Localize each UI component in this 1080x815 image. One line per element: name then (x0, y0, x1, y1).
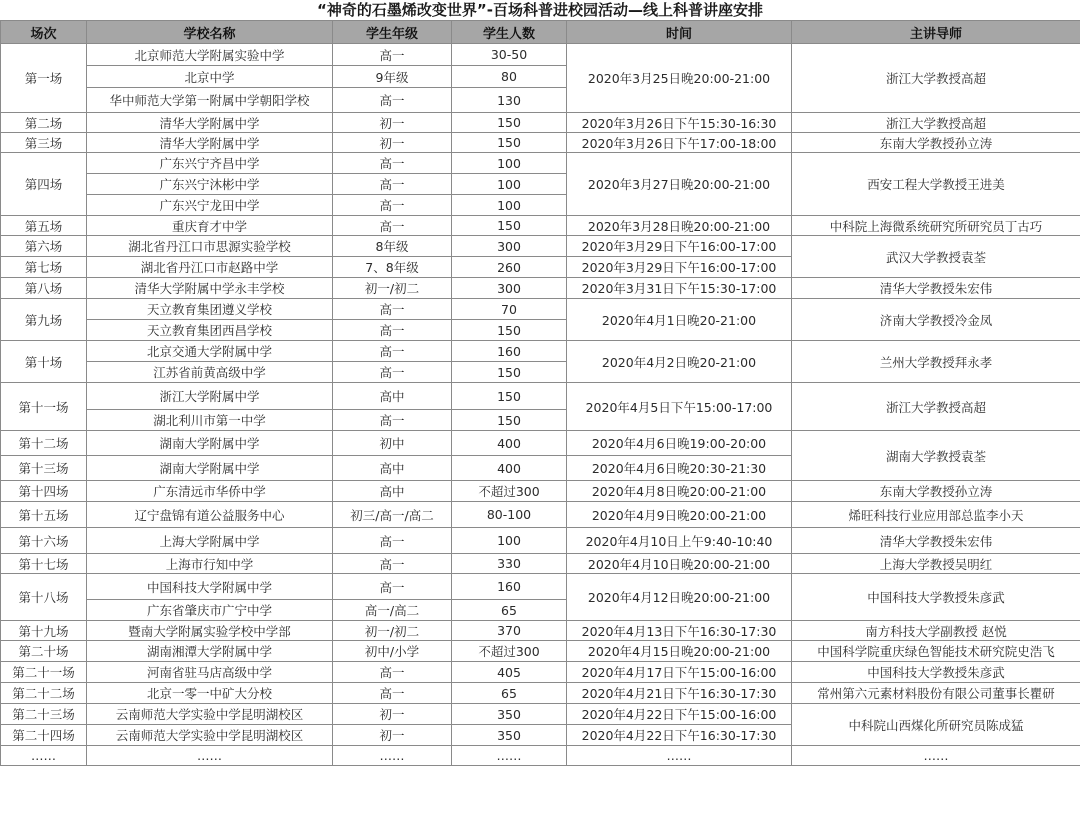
table-row (1, 502, 1080, 528)
count-cell: 100 (452, 153, 567, 174)
school-cell: 湖北省丹江口市思源实验学校 (87, 236, 333, 257)
school-cell: 湖北利川市第一中学 (87, 410, 333, 431)
session-cell: 第十场 (1, 341, 87, 383)
count-cell: 300 (452, 236, 567, 257)
grade-cell: 高中 (333, 456, 452, 481)
lecturer-cell: 中科院山西煤化所研究员陈成猛 (792, 704, 1080, 746)
grade-cell: 高一 (333, 662, 452, 683)
session-cell: 第七场 (1, 257, 87, 278)
lecturer-cell: 中国科学院重庆绿色智能技术研究院史浩飞 (792, 641, 1080, 662)
lecturer-cell: 兰州大学教授拜永孝 (792, 341, 1080, 383)
school-cell: 广东省肇庆市广宁中学 (87, 600, 333, 621)
lecturer-cell: 东南大学教授孙立涛 (792, 133, 1080, 153)
count-cell: 不超过300 (452, 641, 567, 662)
grade-cell: 初一/初二 (333, 278, 452, 299)
grade-cell: 高一 (333, 174, 452, 195)
time-cell: 2020年4月5日下午15:00-17:00 (567, 383, 792, 431)
table-row (1, 704, 1080, 725)
grade-cell: 高中 (333, 383, 452, 410)
table-row (1, 236, 1080, 257)
count-cell: 350 (452, 704, 567, 725)
header-time: 时间 (567, 21, 792, 44)
time-cell: 2020年3月28日晚20:00-21:00 (567, 216, 792, 236)
table-row (1, 383, 1080, 410)
time-cell: 2020年4月1日晚20-21:00 (567, 299, 792, 341)
session-cell: 第十二场 (1, 431, 87, 456)
count-cell: 160 (452, 574, 567, 600)
session-cell: 第二十一场 (1, 662, 87, 683)
school-cell: 云南师范大学实验中学昆明湖校区 (87, 704, 333, 725)
table-row (1, 431, 1080, 456)
school-cell: 北京交通大学附属中学 (87, 341, 333, 362)
count-cell: 70 (452, 299, 567, 320)
time-cell: 2020年4月10日晚20:00-21:00 (567, 554, 792, 574)
lecturer-cell: 上海大学教授吴明红 (792, 554, 1080, 574)
session-cell: 第三场 (1, 133, 87, 153)
ellipsis-cell: …… (87, 746, 333, 766)
session-cell: 第十五场 (1, 502, 87, 528)
grade-cell: 高一 (333, 528, 452, 554)
table-row (1, 662, 1080, 683)
count-cell: 150 (452, 362, 567, 383)
school-cell: 北京中学 (87, 66, 333, 88)
grade-cell: 高一 (333, 683, 452, 704)
time-cell: 2020年4月15日晚20:00-21:00 (567, 641, 792, 662)
table-row (1, 216, 1080, 236)
lecturer-cell: 浙江大学教授高超 (792, 113, 1080, 133)
school-cell: 暨南大学附属实验学校中学部 (87, 621, 333, 641)
grade-cell: 高一 (333, 320, 452, 341)
header-session: 场次 (1, 21, 87, 44)
count-cell: 330 (452, 554, 567, 574)
school-cell: 清华大学附属中学永丰学校 (87, 278, 333, 299)
table-row (1, 299, 1080, 320)
school-cell: 湖南大学附属中学 (87, 456, 333, 481)
grade-cell: 初一 (333, 704, 452, 725)
table-row (1, 481, 1080, 502)
time-cell: 2020年3月31日下午15:30-17:00 (567, 278, 792, 299)
count-cell: 100 (452, 195, 567, 216)
count-cell: 65 (452, 600, 567, 621)
time-cell: 2020年4月22日下午16:30-17:30 (567, 725, 792, 746)
table-row-ellipsis (1, 746, 1080, 766)
table-row (1, 153, 1080, 174)
session-cell: 第九场 (1, 299, 87, 341)
header-lecturer: 主讲导师 (792, 21, 1080, 44)
school-cell: 湖北省丹江口市赵路中学 (87, 257, 333, 278)
table-row (1, 278, 1080, 299)
ellipsis-cell: …… (567, 746, 792, 766)
session-cell: 第十三场 (1, 456, 87, 481)
time-cell: 2020年3月26日下午17:00-18:00 (567, 133, 792, 153)
grade-cell: 高一 (333, 574, 452, 600)
ellipsis-cell: …… (792, 746, 1080, 766)
count-cell: 130 (452, 88, 567, 113)
session-cell: 第十六场 (1, 528, 87, 554)
table-row (1, 641, 1080, 662)
schedule-body (1, 44, 1080, 766)
grade-cell: 8年级 (333, 236, 452, 257)
count-cell: 260 (452, 257, 567, 278)
time-cell: 2020年4月6日晚20:30-21:30 (567, 456, 792, 481)
count-cell: 30-50 (452, 44, 567, 66)
grade-cell: 初三/高一/高二 (333, 502, 452, 528)
lecturer-cell: 东南大学教授孙立涛 (792, 481, 1080, 502)
time-cell: 2020年3月29日下午16:00-17:00 (567, 257, 792, 278)
table-row (1, 574, 1080, 600)
count-cell: 150 (452, 133, 567, 153)
session-cell: 第二十四场 (1, 725, 87, 746)
time-cell: 2020年4月12日晚20:00-21:00 (567, 574, 792, 621)
grade-cell: 高中 (333, 481, 452, 502)
table-row (1, 113, 1080, 133)
count-cell: 150 (452, 320, 567, 341)
lecturer-cell: 南方科技大学副教授 赵悦 (792, 621, 1080, 641)
time-cell: 2020年3月25日晚20:00-21:00 (567, 44, 792, 113)
session-cell: 第二十场 (1, 641, 87, 662)
school-cell: 清华大学附属中学 (87, 113, 333, 133)
lecturer-cell: 清华大学教授朱宏伟 (792, 278, 1080, 299)
lecturer-cell: 济南大学教授冷金凤 (792, 299, 1080, 341)
time-cell: 2020年3月26日下午15:30-16:30 (567, 113, 792, 133)
school-cell: 清华大学附属中学 (87, 133, 333, 153)
school-cell: 广东兴宁齐昌中学 (87, 153, 333, 174)
count-cell: 65 (452, 683, 567, 704)
school-cell: 上海市行知中学 (87, 554, 333, 574)
session-cell: 第十九场 (1, 621, 87, 641)
school-cell: 湖南大学附属中学 (87, 431, 333, 456)
grade-cell: 高一 (333, 341, 452, 362)
table-row (1, 683, 1080, 704)
time-cell: 2020年4月22日下午15:00-16:00 (567, 704, 792, 725)
session-cell: 第十八场 (1, 574, 87, 621)
count-cell: 350 (452, 725, 567, 746)
grade-cell: 初中/小学 (333, 641, 452, 662)
lecturer-cell: 中国科技大学教授朱彦武 (792, 574, 1080, 621)
time-cell: 2020年4月13日下午16:30-17:30 (567, 621, 792, 641)
time-cell: 2020年4月2日晚20-21:00 (567, 341, 792, 383)
lecturer-cell: 清华大学教授朱宏伟 (792, 528, 1080, 554)
time-cell: 2020年4月10日上午9:40-10:40 (567, 528, 792, 554)
table-row (1, 528, 1080, 554)
header-grade: 学生年级 (333, 21, 452, 44)
count-cell: 150 (452, 383, 567, 410)
school-cell: 天立教育集团遵义学校 (87, 299, 333, 320)
session-cell: 第十一场 (1, 383, 87, 431)
table-row (1, 554, 1080, 574)
grade-cell: 高一 (333, 195, 452, 216)
page-title: “神奇的石墨烯改变世界”-百场科普进校园活动—线上科普讲座安排 (317, 1, 763, 19)
lecturer-cell: 常州第六元素材料股份有限公司董事长瞿研 (792, 683, 1080, 704)
header-row (1, 21, 1080, 44)
school-cell: 广东兴宁龙田中学 (87, 195, 333, 216)
grade-cell: 高一 (333, 88, 452, 113)
time-cell: 2020年3月29日下午16:00-17:00 (567, 236, 792, 257)
school-cell: 华中师范大学第一附属中学朝阳学校 (87, 88, 333, 113)
lecturer-cell: 中科院上海微系统研究所研究员丁古巧 (792, 216, 1080, 236)
session-cell: 第二场 (1, 113, 87, 133)
time-cell: 2020年4月8日晚20:00-21:00 (567, 481, 792, 502)
school-cell: 广东兴宁沐彬中学 (87, 174, 333, 195)
school-cell: 北京师范大学附属实验中学 (87, 44, 333, 66)
grade-cell: 高一 (333, 554, 452, 574)
school-cell: 重庆育才中学 (87, 216, 333, 236)
session-cell: 第十四场 (1, 481, 87, 502)
grade-cell: 初中 (333, 431, 452, 456)
grade-cell: 7、8年级 (333, 257, 452, 278)
grade-cell: 初一/初二 (333, 621, 452, 641)
session-cell: 第二十三场 (1, 704, 87, 725)
school-cell: 天立教育集团西昌学校 (87, 320, 333, 341)
count-cell: 100 (452, 528, 567, 554)
table-row (1, 44, 1080, 66)
lecturer-cell: 西安工程大学教授王进美 (792, 153, 1080, 216)
lecturer-cell: 烯旺科技行业应用部总监李小天 (792, 502, 1080, 528)
count-cell: 不超过300 (452, 481, 567, 502)
lecturer-cell: 浙江大学教授高超 (792, 383, 1080, 431)
count-cell: 400 (452, 431, 567, 456)
session-cell: 第一场 (1, 44, 87, 113)
table-row (1, 621, 1080, 641)
grade-cell: 初一 (333, 133, 452, 153)
grade-cell: 高一/高二 (333, 600, 452, 621)
time-cell: 2020年4月6日晚19:00-20:00 (567, 431, 792, 456)
grade-cell: 初一 (333, 725, 452, 746)
count-cell: 80 (452, 66, 567, 88)
grade-cell: 高一 (333, 153, 452, 174)
grade-cell: 高一 (333, 299, 452, 320)
school-cell: 浙江大学附属中学 (87, 383, 333, 410)
school-cell: 云南师范大学实验中学昆明湖校区 (87, 725, 333, 746)
grade-cell: 高一 (333, 362, 452, 383)
session-cell: 第二十二场 (1, 683, 87, 704)
count-cell: 100 (452, 174, 567, 195)
lecturer-cell: 中国科技大学教授朱彦武 (792, 662, 1080, 683)
session-cell: 第四场 (1, 153, 87, 216)
grade-cell: 初一 (333, 113, 452, 133)
session-cell: 第八场 (1, 278, 87, 299)
time-cell: 2020年4月21日下午16:30-17:30 (567, 683, 792, 704)
count-cell: 150 (452, 113, 567, 133)
count-cell: 370 (452, 621, 567, 641)
header-count: 学生人数 (452, 21, 567, 44)
table-row (1, 341, 1080, 362)
table-row (1, 133, 1080, 153)
grade-cell: 高一 (333, 44, 452, 66)
time-cell: 2020年4月17日下午15:00-16:00 (567, 662, 792, 683)
school-cell: 上海大学附属中学 (87, 528, 333, 554)
time-cell: 2020年3月27日晚20:00-21:00 (567, 153, 792, 216)
schedule-table (0, 20, 1080, 766)
count-cell: 150 (452, 410, 567, 431)
school-cell: 广东清远市华侨中学 (87, 481, 333, 502)
header-school: 学校名称 (87, 21, 333, 44)
count-cell: 80-100 (452, 502, 567, 528)
count-cell: 160 (452, 341, 567, 362)
grade-cell: 高一 (333, 216, 452, 236)
session-cell: 第六场 (1, 236, 87, 257)
school-cell: 北京一零一中矿大分校 (87, 683, 333, 704)
lecturer-cell: 武汉大学教授袁荃 (792, 236, 1080, 278)
session-cell: 第五场 (1, 216, 87, 236)
grade-cell: 高一 (333, 410, 452, 431)
school-cell: 河南省驻马店高级中学 (87, 662, 333, 683)
count-cell: 150 (452, 216, 567, 236)
school-cell: 湖南湘潭大学附属中学 (87, 641, 333, 662)
school-cell: 江苏省前黄高级中学 (87, 362, 333, 383)
session-cell: 第十七场 (1, 554, 87, 574)
lecturer-cell: 浙江大学教授高超 (792, 44, 1080, 113)
lecturer-cell: 湖南大学教授袁荃 (792, 431, 1080, 481)
ellipsis-cell: …… (452, 746, 567, 766)
school-cell: 辽宁盘锦有道公益服务中心 (87, 502, 333, 528)
school-cell: 中国科技大学附属中学 (87, 574, 333, 600)
time-cell: 2020年4月9日晚20:00-21:00 (567, 502, 792, 528)
ellipsis-cell: …… (333, 746, 452, 766)
count-cell: 400 (452, 456, 567, 481)
grade-cell: 9年级 (333, 66, 452, 88)
count-cell: 405 (452, 662, 567, 683)
count-cell: 300 (452, 278, 567, 299)
ellipsis-cell: …… (1, 746, 87, 766)
